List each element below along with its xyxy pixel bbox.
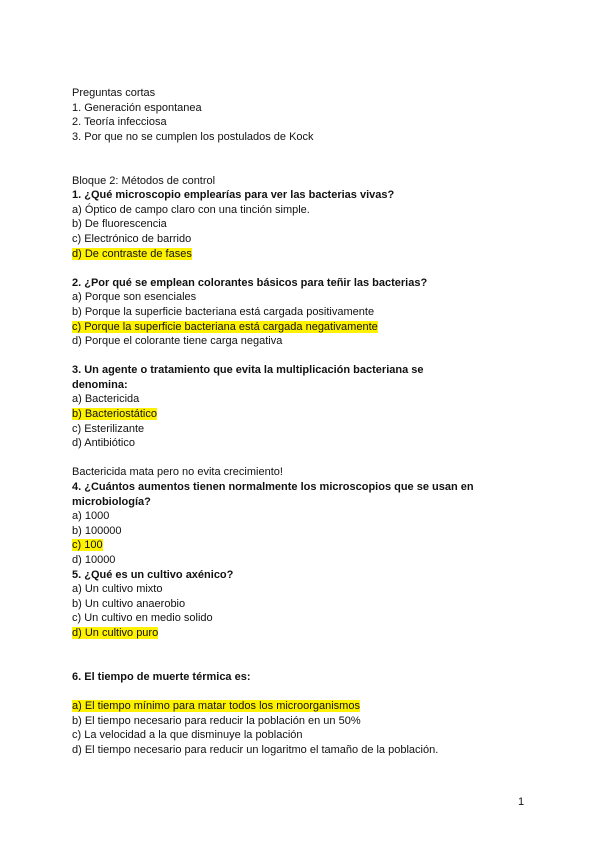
- question-1: 1. ¿Qué microscopio emplearías para ver las bacterias vivas?: [72, 189, 395, 202]
- option: d) Antibiótico: [72, 437, 135, 450]
- option-highlighted: c) Porque la superficie bacteriana está cargada negativamente: [72, 320, 378, 333]
- question-3: 3. Un agente o tratamiento que evita la multiplicación bacteriana se denomina:: [72, 364, 424, 391]
- question-6: 6. El tiempo de muerte térmica es:: [72, 670, 251, 683]
- question-5: 5. ¿Qué es un cultivo axénico?: [72, 568, 234, 581]
- short-questions-title: Preguntas cortas: [72, 87, 156, 99]
- option: a) Un cultivo mixto: [72, 583, 163, 596]
- option: c) La velocidad a la que disminuye la población: [72, 729, 303, 742]
- option-highlighted: c) 100: [72, 539, 103, 552]
- option: a) Óptico de campo claro con una tinción simple.: [72, 203, 310, 216]
- option: d) Porque el colorante tiene carga negativa: [72, 335, 283, 348]
- option-highlighted: d) De contraste de fases: [72, 247, 192, 260]
- option: d) 10000: [72, 554, 116, 566]
- short-item: 2. Teoría infecciosa: [72, 116, 167, 129]
- option: c) Esterilizante: [72, 422, 145, 435]
- option: b) Porque la superficie bacteriana está cargada positivamente: [72, 305, 375, 318]
- question-4: 4. ¿Cuántos aumentos tienen normalmente los microscopios que se usan en microbiología?: [72, 481, 474, 508]
- short-item: 1. Generación espontanea: [72, 101, 202, 114]
- option-highlighted: d) Un cultivo puro: [72, 626, 159, 639]
- option: b) El tiempo necesario para reducir la población en un 50%: [72, 714, 361, 727]
- option-highlighted: a) El tiempo mínimo para matar todos los microorganismos: [72, 699, 360, 712]
- option: c) Un cultivo en medio solido: [72, 612, 213, 625]
- question-2: 2. ¿Por qué se emplean colorantes básicos para teñir las bacterias?: [72, 276, 428, 289]
- option: b) De fluorescencia: [72, 218, 167, 231]
- block-title: Bloque 2: Métodos de control: [72, 174, 216, 187]
- page-number: 1: [518, 796, 525, 808]
- option: a) 1000: [72, 510, 110, 523]
- option-highlighted: b) Bacteriostático: [72, 408, 157, 421]
- document-page: [72, 86, 532, 757]
- option: d) El tiempo necesario para reducir un logaritmo el tamaño de la población.: [72, 743, 439, 756]
- short-item: 3. Por que no se cumplen los postulados de Kock: [72, 130, 314, 143]
- option: c) Electrónico de barrido: [72, 232, 192, 245]
- option: b) Un cultivo anaerobio: [72, 597, 186, 610]
- option: a) Porque son esenciales: [72, 291, 197, 304]
- option: a) Bactericida: [72, 393, 140, 406]
- note: Bactericida mata pero no evita crecimiento!: [72, 466, 283, 479]
- option: b) 100000: [72, 524, 122, 537]
